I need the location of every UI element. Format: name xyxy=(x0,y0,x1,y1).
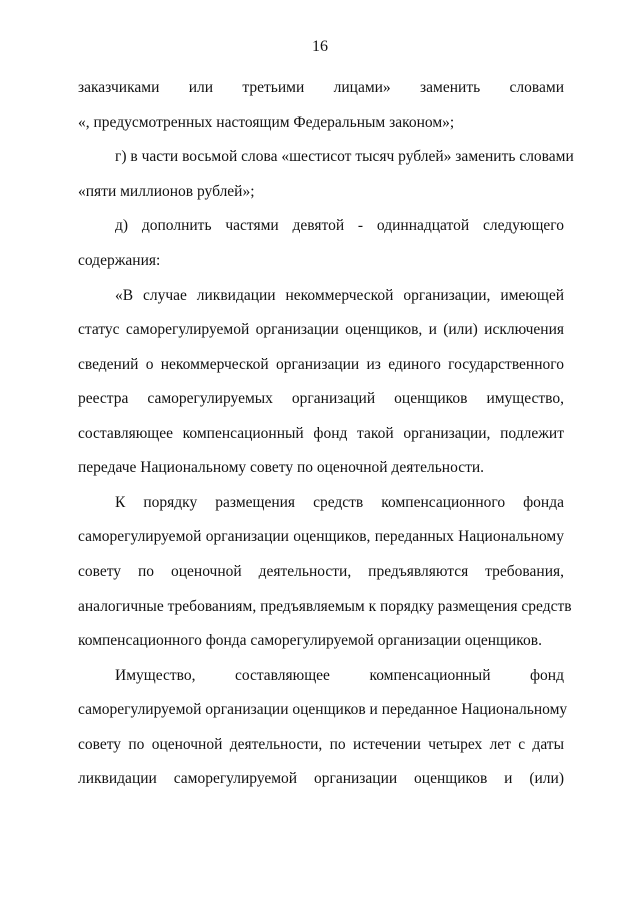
text-line: статус саморегулируемой организации оценщиков, и (или) исключения xyxy=(78,321,564,338)
text-line: саморегулируемой организации оценщиков и переданное Национальному xyxy=(78,701,568,718)
page-number: 16 xyxy=(312,38,328,55)
text-line: К порядку размещения средств компенсационного фонда xyxy=(115,494,564,511)
text-line: составляющее компенсационный фонд такой организации, подлежит xyxy=(78,425,564,442)
text-line: совету по оценочной деятельности, по истечении четырех лет с даты xyxy=(78,736,564,753)
text-line: компенсационного фонда саморегулируемой организации оценщиков. xyxy=(78,632,542,649)
text-line: г) в части восьмой слова «шестисот тысяч рублей» заменить словами xyxy=(115,148,574,165)
text-line: заказчиками или третьими лицами» заменить словами xyxy=(78,79,564,96)
text-line: сведений о некоммерческой организации из единого государственного xyxy=(78,356,564,373)
text-line: «пяти миллионов рублей»; xyxy=(78,183,255,200)
text-line: саморегулируемой организации оценщиков, переданных Национальному xyxy=(78,528,564,545)
text-line: реестра саморегулируемых организаций оценщиков имущество, xyxy=(78,390,564,407)
text-line: «, предусмотренных настоящим Федеральным законом»; xyxy=(78,114,455,131)
text-line: передаче Национальному совету по оценочной деятельности. xyxy=(78,459,485,476)
text-line: содержания: xyxy=(78,252,161,269)
text-line: ликвидации саморегулируемой организации оценщиков и (или) xyxy=(78,770,564,787)
text-line: д) дополнить частями девятой - одиннадцатой следующего xyxy=(115,217,564,234)
text-line: совету по оценочной деятельности, предъявляются требования, xyxy=(78,563,564,580)
text-line: аналогичные требованиям, предъявляемым к порядку размещения средств xyxy=(78,598,572,615)
text-line: Имущество, составляющее компенсационный фонд xyxy=(115,667,564,684)
text-line: «В случае ликвидации некоммерческой организации, имеющей xyxy=(115,287,564,304)
